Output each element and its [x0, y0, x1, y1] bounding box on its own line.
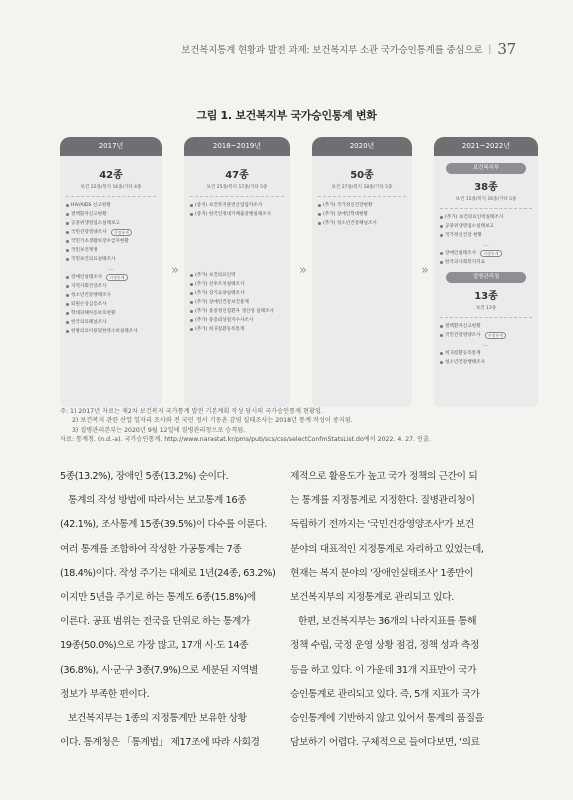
bullet-icon [440, 261, 443, 264]
bullet-icon [440, 325, 443, 328]
divider [440, 317, 532, 318]
column-body [434, 156, 538, 407]
figure-notes [60, 407, 530, 444]
list-item [440, 349, 532, 358]
column-body [184, 156, 290, 407]
body-line: (36.8%), 시·군·구 3종(7.9%)으로 세분된 지역별 [60, 664, 259, 676]
list-item [66, 237, 156, 246]
column-header: 2021~2022년 [434, 137, 538, 156]
figure [60, 137, 538, 407]
list-item [66, 201, 156, 210]
column-count: 38종 [474, 182, 498, 193]
body-line: (18.4%)이다. 작성 주기는 대체로 1년(24종, 63.2%) [60, 567, 276, 579]
bullet-icon [66, 312, 69, 315]
bullet-icon [66, 249, 69, 252]
column-count: 50종 [350, 170, 374, 181]
bullet-icon [190, 274, 193, 277]
divider [190, 196, 284, 197]
list-item-text: (추가) 보건의료인력 [195, 273, 236, 278]
body-line: 이지만 5년을 주기로 하는 통계도 6종(15.8%)에 [60, 592, 256, 604]
kdca-header: 질병관리청 [446, 272, 526, 283]
item-list [440, 322, 532, 340]
body-line: 는 통계를 지정통계로 지정한다. 질병관리청이 [290, 495, 475, 507]
bullet-icon [66, 240, 69, 243]
list-item-text: (추가) 국가정신건강현황 [323, 203, 373, 208]
list-item-text: (추가) 청소년건강패널조사 [323, 221, 377, 226]
list-item-text: (추가) 선후조치실태조사 [195, 282, 245, 287]
body-line: 담보하기 어렵다. 구체적으로 들여다보면, '의료 [290, 737, 480, 749]
column-body [312, 156, 412, 407]
list-item [318, 201, 406, 210]
body-line: 보건복지부는 1종의 지정통계만 보유한 상황 [68, 713, 247, 725]
list-item [66, 282, 156, 291]
body-line: 통계의 작성 방법에 따라서는 보고통계 16종 [68, 495, 247, 507]
body-column-left [60, 465, 289, 755]
note: 3) 질병관리본부는 2020년 9월 12일에 질병관리청으로 승격됨. [72, 426, 246, 434]
bullet-icon [318, 213, 321, 216]
column-breakdown: 보건 27종/복지 18종/기타 5종 [331, 185, 393, 190]
bullet-icon [440, 252, 443, 255]
list-item-text: (중지) 보건복지관련산업업자조사 [195, 203, 263, 208]
bullet-icon [190, 283, 193, 286]
list-item [440, 358, 532, 367]
bullet-icon [66, 294, 69, 297]
bullet-icon [66, 303, 69, 306]
list-item [318, 219, 406, 228]
list-item-text: (추가) 장애인건강보건통계 [195, 300, 249, 305]
list-item [66, 327, 156, 336]
list-item [190, 298, 284, 307]
list-item-text: 국민보건계정 [71, 248, 98, 253]
item-list [440, 213, 532, 240]
list-item-text: 학대피해아동보호현황 [71, 311, 116, 316]
list-item [66, 300, 156, 309]
list-item-text: 한국의료패널조사 [71, 320, 107, 325]
ministry-header: 보건복지부 [446, 163, 526, 174]
body-line: 보건복지부의 지정통계로 관리되고 있다. [290, 592, 454, 604]
divider [318, 196, 406, 197]
list-item [440, 331, 532, 340]
body-line: 등을 하고 있다. 이 가운데 31개 지표만이 국가 [290, 664, 477, 676]
list-item [66, 246, 156, 255]
bullet-icon [190, 204, 193, 207]
item-list [190, 271, 284, 334]
list-item-text: 국가정신건강 현황 [445, 233, 482, 238]
list-item-text: 결핵환자신고현황 [445, 324, 481, 329]
bullet-icon [440, 216, 443, 219]
item-list [440, 249, 532, 267]
list-item [440, 222, 532, 231]
bullet-icon [190, 319, 193, 322]
list-item-text: (추가) 장기요양실태조사 [195, 291, 245, 296]
column-breakdown: 보건 15종/복지 16종/기타 5종 [455, 197, 517, 202]
list-item-text: 청소년건강행태조사 [71, 293, 111, 298]
spacer [190, 219, 284, 271]
divider [66, 196, 156, 197]
body-line: 한편, 보건복지부는 36개의 나라지표를 통해 [298, 616, 477, 628]
list-item [190, 316, 284, 325]
bullet-icon [318, 222, 321, 225]
list-item-text: 장애인실태조사 [445, 251, 477, 256]
figure-title: 그림 1. 보건복지부 국가승인통계 변화 [196, 109, 377, 122]
list-item-text: (추가) 중증외상질지수사조사 [195, 318, 254, 323]
list-item [190, 271, 284, 280]
bullet-icon [190, 292, 193, 295]
arrow-icon: » [421, 263, 425, 278]
bullet-icon [190, 310, 193, 313]
body-line: 이다. 통계청은 「통계법」 제17조에 따라 사회경 [60, 737, 260, 749]
column-count: 47종 [225, 170, 249, 181]
column-body [60, 156, 162, 407]
column-2018-2019 [184, 137, 290, 407]
body-line: 제적으로 활용도가 높고 국가 정책의 근간이 되 [290, 471, 478, 482]
running-head-title: 보건복지통계 현황과 발전 과제: 보건복지부 소관 국가승인통계를 중심으로 [181, 45, 483, 56]
list-item-text: (추가) 희귀질환등록통계 [195, 327, 245, 332]
list-item [66, 291, 156, 300]
list-item-text: 희귀질환등록통계 [445, 351, 481, 356]
item-list [190, 201, 284, 219]
list-item-text: 퇴원손상심층조사 [71, 302, 107, 307]
column-header: 2017년 [60, 137, 162, 156]
bullet-icon [66, 276, 69, 279]
ellipsis: ... [108, 265, 114, 272]
list-item-text: 공중위생영업소실태보고 [71, 221, 120, 226]
list-item [190, 201, 284, 210]
item-list [66, 273, 156, 336]
arrow-icon: » [171, 263, 175, 278]
running-head-separator: | [488, 43, 492, 55]
body-line: 19종(50.0%)으로 가장 많고, 17개 시·도 14종 [60, 640, 249, 652]
list-item [440, 213, 532, 222]
list-item-text: 국민보건의료실태조사 [71, 257, 116, 262]
list-item-text: (추가) 보건의료인력실태조사 [445, 215, 504, 220]
item-list [318, 201, 406, 228]
running-head [181, 40, 516, 58]
bullet-icon [318, 204, 321, 207]
list-item [440, 249, 532, 258]
list-item-text: 공중위생영업소실태보고 [445, 224, 494, 229]
body-line: 승인통계에 기반하지 않고 있어서 통계의 품질을 [290, 713, 484, 725]
column-header: 2018~2019년 [184, 137, 290, 156]
column-2020 [312, 137, 412, 407]
list-item-text: 국민기초생활보장수급자현황 [71, 239, 129, 244]
body-line: (42.1%), 조사통계 15종(39.5%)이 다수를 이룬다. [60, 519, 267, 531]
bullet-icon [66, 204, 69, 207]
bullet-icon [66, 321, 69, 324]
list-item [66, 228, 156, 237]
bullet-icon [66, 258, 69, 261]
body-line: 현재는 복지 분야의 '장애인실태조사' 1종만이 [290, 567, 474, 579]
list-item [66, 273, 156, 282]
list-item-text: 장애인실태조사 [71, 275, 103, 280]
body-line: 분야의 대표적인 지정통계로 자리하고 있었는데, [290, 543, 484, 555]
list-item [190, 289, 284, 298]
kdca-breakdown: 보건 13종 [475, 306, 497, 311]
body-column-right [290, 465, 519, 755]
list-item-text: 국민건강영양조사 [445, 333, 481, 338]
bullet-icon [440, 352, 443, 355]
note: 주: 1) 2017년 자료는 제2차 보건복지 국가통계 발전 기본계획 작성 당시의 국가승인통계 현황임. [60, 408, 323, 415]
list-item-text: 한방의료이용및한약소비실태조사 [71, 329, 138, 334]
page-number: 37 [497, 40, 516, 58]
body-line: 승인통계로 관리되고 있다. 즉, 5개 지표가 국가 [290, 688, 480, 700]
column-2017 [60, 137, 162, 407]
list-item [190, 325, 284, 334]
bullet-icon [440, 361, 443, 364]
list-item-text: 국민건강영양조사 [71, 230, 107, 235]
column-2021-2022 [434, 137, 538, 407]
ellipsis: ... [483, 241, 489, 248]
bullet-icon [440, 334, 443, 337]
bullet-icon [190, 301, 193, 304]
body-line: 여러 통계를 조합하여 작성한 가공통계는 7종 [60, 543, 242, 555]
list-item [440, 258, 532, 267]
bullet-icon [440, 225, 443, 228]
list-item-text: 지역사회건강조사 [71, 284, 107, 289]
list-item [66, 318, 156, 327]
list-item-text: 한국의사회복지지표 [445, 260, 485, 265]
designated-tag: 지정통계 [485, 332, 506, 340]
list-item [66, 309, 156, 318]
item-list [66, 201, 156, 264]
list-item [66, 219, 156, 228]
item-list [440, 349, 532, 367]
list-item-text: (추가) 중증정신질환자 생산성 실태조사 [195, 309, 274, 314]
column-header: 2020년 [312, 137, 412, 156]
column-breakdown: 보건 22종/복지 16종/기타 4종 [80, 185, 142, 190]
bullet-icon [66, 231, 69, 234]
list-item [66, 210, 156, 219]
list-item [440, 231, 532, 240]
body-line: 정책 수립, 국정 운영 상황 점검, 정책 성과 측정 [290, 640, 479, 652]
list-item [190, 280, 284, 289]
designated-tag: 지정통계 [111, 229, 132, 237]
list-item-text: (추가) 장애인학대현황 [323, 212, 368, 217]
list-item [190, 307, 284, 316]
note: 2) 보건복지 관련 산업 일자리 조사와 전 국민 정서 기동촌 감염 실태조사는 2018년 통계 작성이 중지됨. [72, 417, 353, 425]
designated-tag: 지정통계 [480, 250, 501, 258]
ellipsis: ... [483, 341, 489, 348]
bullet-icon [66, 285, 69, 288]
kdca-count: 13종 [474, 291, 498, 302]
bullet-icon [440, 234, 443, 237]
list-item [66, 255, 156, 264]
body-line: 5종(13.2%), 장애인 5종(13.2%) 순이다. [60, 471, 229, 482]
body-line: 독립하기 전까지는 '국민건강영양조사'가 보건 [290, 519, 474, 531]
body-line: 정보가 부족한 편이다. [60, 688, 150, 700]
list-item-text: HIV/AIDS 신고현황 [71, 203, 111, 208]
bullet-icon [66, 330, 69, 333]
list-item-text: (중지) 한국인정대기배출강행실태조사 [195, 212, 272, 217]
list-item [190, 210, 284, 219]
bullet-icon [66, 213, 69, 216]
bullet-icon [66, 222, 69, 225]
list-item [440, 322, 532, 331]
column-count: 42종 [99, 170, 123, 181]
list-item-text: 청소년건강행태조사 [445, 360, 485, 365]
body-line: 이른다. 공표 범위는 전국을 단위로 하는 통계가 [60, 616, 250, 628]
designated-tag: 지정통계 [106, 274, 127, 282]
divider [440, 208, 532, 209]
arrow-icon: » [299, 263, 303, 278]
bullet-icon [190, 213, 193, 216]
list-item [318, 210, 406, 219]
column-breakdown: 보건 25종/복지 17종/기타 5종 [206, 185, 268, 190]
source-note: 자료: 통계청. (n.d.-a). 국가승인통계. http://www.narastat.kr/pms/pub/scs/css/selectConfmStatsList.do에서 2022. 4. 27. 인출. [60, 435, 431, 443]
list-item-text: 결핵환자신고현황 [71, 212, 107, 217]
bullet-icon [190, 328, 193, 331]
